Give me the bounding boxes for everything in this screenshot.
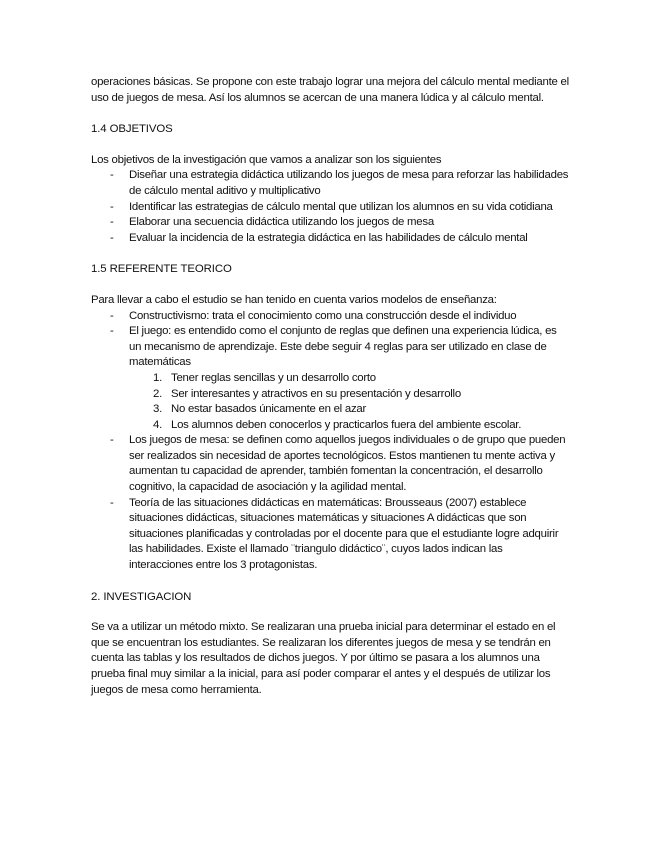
list-item xyxy=(91,324,569,371)
rule-number: 1. xyxy=(153,371,162,384)
investigacion-paragraph: Se va a utilizar un método mixto. Se realizaran una prueba inicial para determinar el estado en el que se encuentran los estudiantes. Se realizaran los diferentes juegos de mesa y se tendrán en cuenta las tablas y los resultados de dichos juegos. Y por último se pasara a los alumnos una prueba final muy similar a la inicial, para así poder comparar el antes y el después de utilizar los juegos de mesa como herramienta. xyxy=(91,621,556,696)
list-item: - Identificar las estrategias de cálculo mental que utilizan los alumnos en su vida cotidiana xyxy=(91,200,569,216)
list-item xyxy=(91,387,569,403)
intro-paragraph: operaciones básicas. Se propone con este trabajo lograr una mejora del cálculo mental mediante el uso de juegos de mesa. Así los alumnos se acercan de una manera lúdica y al cálculo mental. xyxy=(91,76,569,104)
objetivos-lead: Los objetivos de la investigación que vamos a analizar son los siguientes xyxy=(91,153,442,166)
rule-number: 2. xyxy=(153,387,162,400)
list-item: - Constructivismo: trata el conocimiento como una construcción desde el individuo xyxy=(91,309,569,325)
list-item: - Evaluar la incidencia de la estrategia didáctica en las habilidades de cálculo mental xyxy=(91,231,569,247)
list-item xyxy=(91,402,569,418)
list-item xyxy=(91,418,569,434)
rule-text: No estar basados únicamente en el azar xyxy=(171,403,367,416)
objetivos-heading: 1.4 OBJETIVOS xyxy=(91,123,173,136)
rule-text: Ser interesantes y atractivos en su presentación y desarrollo xyxy=(171,387,461,400)
rules-list xyxy=(91,371,569,433)
rule-number: 3. xyxy=(153,403,162,416)
objetivos-list xyxy=(91,168,569,246)
referente-lead: Para llevar a cabo el estudio se han tenido en cuenta varios modelos de enseñanza: xyxy=(91,293,497,306)
rule-text: Los alumnos deben conocerlos y practicarlos fuera del ambiente escolar. xyxy=(171,418,522,431)
rule-text: Tener reglas sencillas y un desarrollo corto xyxy=(171,371,376,384)
list-item: - Diseñar una estrategia didáctica utilizando los juegos de mesa para reforzar las habilidades de cálculo mental aditivo y multiplicativo xyxy=(91,168,569,199)
list-item: - Teoría de las situaciones didácticas en matemáticas: Brousseaus (2007) establece situaciones didácticas, situaciones matemáticas y situaciones A didácticas que son situaciones planificadas y controladas por el docente para que el estudiante logre adquirir las habilidades. Existe el llamado ¨triangulo didáctico¨, cuyos lados indican las interacciones entre los 3 protagonistas. xyxy=(91,496,569,574)
rule-number: 4. xyxy=(153,418,162,431)
investigacion-heading: 2. INVESTIGACION xyxy=(91,590,192,603)
list-item: - Los juegos de mesa: se definen como aquellos juegos individuales o de grupo que pueden ser realizados sin necesidad de aportes tecnológicos. Estos mantienen tu mente activa y aumentan tu capacidad de aprender, también fomentan la concentración, el desarrollo cognitivo, la capacidad de asociación y la agilidad mental. xyxy=(91,433,569,495)
list-item xyxy=(91,371,569,387)
referente-heading: 1.5 REFERENTE TEORICO xyxy=(91,263,232,276)
referente-list-continued xyxy=(91,433,569,573)
referente-list xyxy=(91,309,569,371)
document-page xyxy=(91,75,569,698)
juego-text: El juego: es entendido como el conjunto de reglas que definen una experiencia lúdica, es un mecanismo de aprendizaje. Este debe seguir 4 reglas para ser utilizado en clase de matemáticas xyxy=(129,325,557,369)
list-item: - Elaborar una secuencia didáctica utilizando los juegos de mesa xyxy=(91,215,569,231)
